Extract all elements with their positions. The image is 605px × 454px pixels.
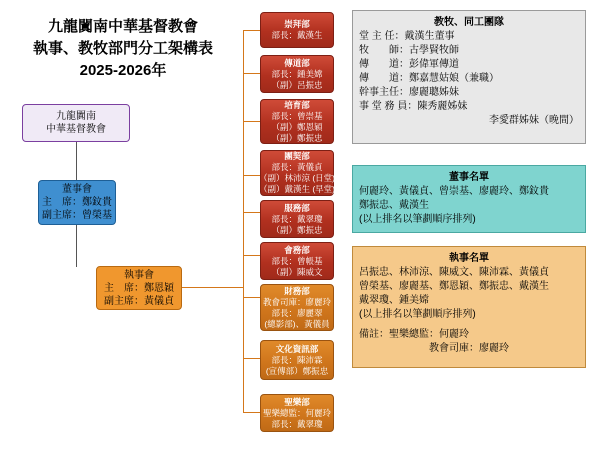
dept-evangelism-deputy: （副）呂振忠 <box>271 79 323 90</box>
connector-dept-2 <box>243 73 260 74</box>
dept-finance-member: (總影部)、黃儀員 <box>264 318 330 329</box>
panel-deacon-list <box>352 246 586 368</box>
dept-music-director: 聖樂總監：何麗玲 <box>262 407 331 418</box>
board-row-3: (以上排名以筆劃順序排列) <box>359 214 476 225</box>
dept-fellowship-deputy-1: （副）林沛涼 (日堂) <box>258 173 336 183</box>
dept-fellowship-name: 團契部 <box>284 151 310 161</box>
connector-dept-9 <box>243 412 260 413</box>
deacon-node-line-3: 副主席：黃儀貞 <box>104 295 174 307</box>
panel-pastoral-title: 教牧、同工團隊 <box>434 17 504 28</box>
dept-worship-head: 部長：戴漢生 <box>271 30 323 40</box>
deacon-row-1: 呂振忠、林沛涼、陳威文、陳沛霖、黃儀貞 <box>359 267 549 278</box>
dept-finance-treasurer: 教會司庫：廖麗玲 <box>262 296 331 307</box>
deacon-row-3: 戴翠瓊、鍾美嫦 <box>359 295 429 306</box>
dept-fellowship-head: 部長：黃儀貞 <box>271 162 323 172</box>
dept-evangelism-name: 傳道部 <box>284 57 310 68</box>
dept-affairs-head: 部長：曾帳基 <box>271 255 323 266</box>
board-node-line-1: 董事會 <box>62 184 92 195</box>
connector-dept-7 <box>243 297 260 298</box>
dept-nurture[interactable] <box>260 99 334 144</box>
connector-dept-5 <box>243 212 260 213</box>
connector-dept-3 <box>243 121 260 122</box>
dept-nurture-deputy-2: （副）鄭振忠 <box>271 132 323 143</box>
deacon-note-1: 備註：聖樂總監：何麗玲 <box>359 329 469 340</box>
connector-dept-1 <box>243 30 260 31</box>
dept-service-deputy: （副）鄭振忠 <box>271 224 323 235</box>
pastoral-row-1: 堂 主 任：戴漢生董事 <box>359 31 455 42</box>
dept-music[interactable] <box>260 394 334 432</box>
church-node-line-2: 中華基督教會 <box>46 124 106 135</box>
panel-board-title: 董事名單 <box>449 172 489 183</box>
dept-evangelism[interactable] <box>260 55 334 93</box>
title-line-1: 九龍闐南中華基督教會 <box>47 18 198 35</box>
deacon-row-4: (以上排名以筆劃順序排列) <box>359 309 476 320</box>
pastoral-footer: 李愛群姊妹（晚間） <box>489 115 579 126</box>
board-node-line-3: 副主席：曾榮基 <box>42 210 112 221</box>
dept-service-head: 部長：戴翠瓊 <box>271 213 323 224</box>
deacon-node-line-1: 執事會 <box>124 269 154 281</box>
connector-dept-4 <box>243 175 260 176</box>
dept-service[interactable] <box>260 200 334 238</box>
dept-affairs-name: 會務部 <box>284 244 310 255</box>
dept-finance[interactable] <box>260 284 334 331</box>
deacon-node[interactable] <box>96 266 182 310</box>
board-row-2: 鄭振忠、戴漢生 <box>359 200 429 211</box>
dept-music-name: 聖樂部 <box>284 396 310 407</box>
dept-service-name: 服務部 <box>284 202 310 213</box>
dept-music-head: 部長：戴翠瓊 <box>271 418 323 429</box>
pastoral-row-5: 幹事主任：廖麗聰姊妹 <box>359 87 459 98</box>
connector-dept-8 <box>243 358 260 359</box>
connector-board-to-deacon <box>76 224 77 267</box>
deacon-row-2: 曾榮基、廖麗基、鄭恩穎、鄭振忠、戴漢生 <box>359 281 549 292</box>
dept-nurture-deputy-1: （副）鄭恩穎 <box>271 121 323 132</box>
dept-spine <box>243 30 244 412</box>
title-line-3: 2025-2026年 <box>79 62 167 79</box>
board-node[interactable] <box>38 180 116 225</box>
deacon-note-2: 教會司庫：廖麗玲 <box>429 343 509 354</box>
page-title <box>14 16 232 82</box>
board-node-line-2: 主 席：鄭鈫貴 <box>42 197 112 208</box>
dept-fellowship-deputy-2: （副）戴漢生 (早堂) <box>258 184 336 194</box>
title-line-2: 執事、教牧部門分工架構表 <box>32 40 213 57</box>
pastoral-row-3: 傳 道：彭偉軍傳道 <box>359 59 459 70</box>
church-node[interactable] <box>22 104 130 142</box>
board-row-1: 何麗玲、黃儀貞、曾崇基、廖麗玲、鄭鈫貴 <box>359 186 549 197</box>
connector-church-to-board <box>76 141 77 181</box>
connector-dept-6 <box>243 255 260 256</box>
dept-affairs-deputy: （副）陳威文 <box>271 266 323 277</box>
panel-board-list <box>352 165 586 233</box>
dept-culture-name: 文化資訊部 <box>275 343 319 354</box>
deacon-node-line-2: 主 席：鄭恩穎 <box>104 282 174 294</box>
dept-fellowship[interactable] <box>260 150 334 196</box>
pastoral-row-4: 傳 道：鄭嘉慧姑娘（兼職） <box>359 73 499 84</box>
church-node-line-1: 九龍闐南 <box>56 111 96 122</box>
panel-deacon-title: 執事名單 <box>449 253 489 264</box>
dept-worship[interactable] <box>260 12 334 48</box>
dept-affairs[interactable] <box>260 242 334 280</box>
pastoral-row-2: 牧 師：古學賢牧師 <box>359 45 459 56</box>
dept-culture-head: 部長：陳沛霖 <box>271 354 323 365</box>
dept-nurture-name: 培育部 <box>284 99 310 110</box>
dept-culture[interactable] <box>260 340 334 380</box>
dept-finance-name: 財務部 <box>284 285 310 296</box>
pastoral-row-6: 事 堂 務 員：陳秀麗姊妹 <box>359 101 468 112</box>
panel-pastoral-team <box>352 10 586 144</box>
dept-finance-head: 部長：廖麗翠 <box>271 307 323 318</box>
connector-deacon-to-spine <box>182 287 244 288</box>
dept-evangelism-head: 部長：鍾美嫦 <box>271 68 323 79</box>
dept-worship-name: 崇拜部 <box>284 19 310 29</box>
dept-culture-deputy: (宣傳部）鄭振忠 <box>265 365 329 376</box>
dept-nurture-head: 部長：曾崇基 <box>271 110 323 121</box>
